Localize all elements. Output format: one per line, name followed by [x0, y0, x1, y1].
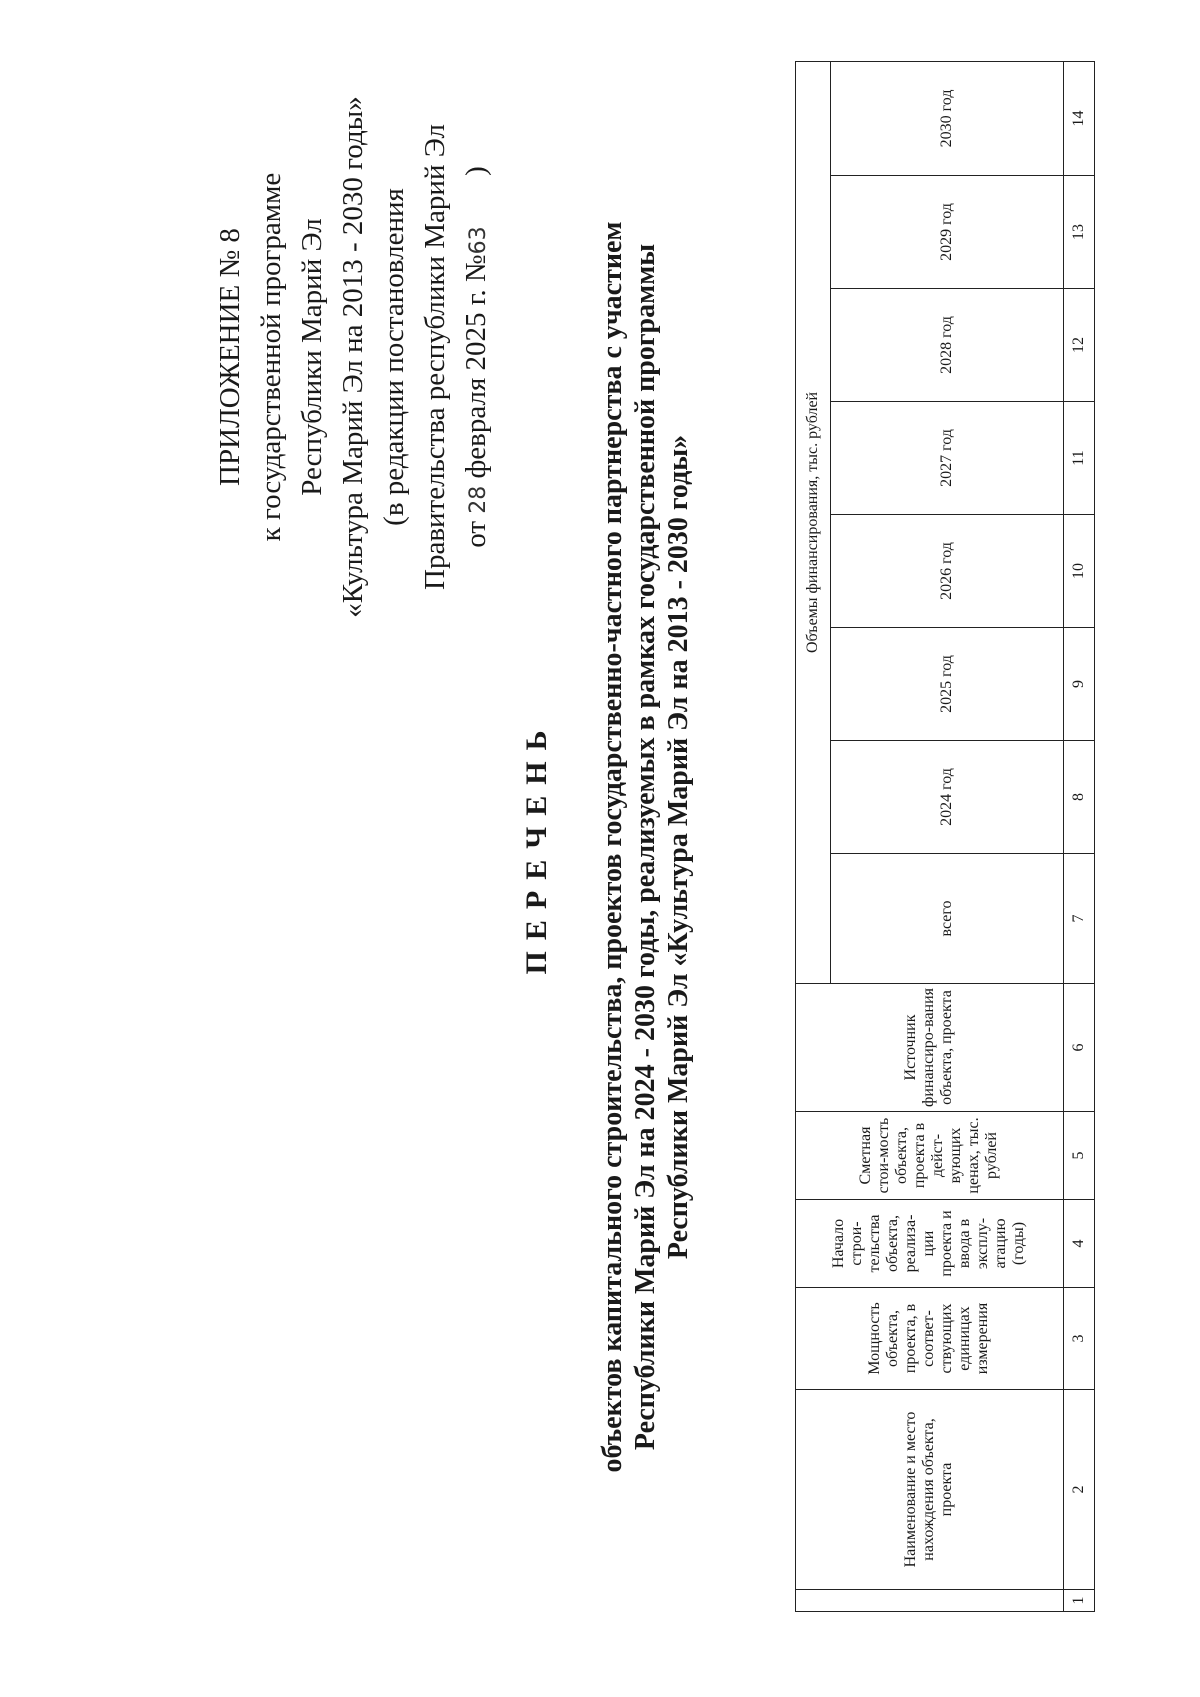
header-year: 2027 год [831, 402, 1064, 515]
title-heading: ПЕРЕЧЕНЬ [520, 719, 553, 975]
title-line: Республики Марий Эл на 2024 - 2030 годы, реализуемых в рамках государственной программы [630, 243, 661, 1451]
header-year: 2030 год [831, 61, 1064, 175]
date-day: 28 [466, 485, 491, 514]
title-line: объектов капитального строительства, проектов государственно-частного партнерства с участием [597, 221, 628, 1473]
header-name: Наименование и место нахождения объекта, проекта [796, 1390, 1064, 1590]
document-title [520, 147, 695, 1547]
appendix-line: к государственной программе [255, 172, 287, 542]
column-number: 2 [1063, 1390, 1094, 1590]
column-number: 12 [1063, 289, 1094, 402]
column-number: 4 [1063, 1200, 1094, 1288]
column-number: 6 [1063, 984, 1094, 1112]
header-year: 2029 год [831, 176, 1064, 289]
column-number: 5 [1063, 1112, 1094, 1200]
header-volumes: Объемы финансирования, тыс. рублей [796, 61, 831, 983]
header-start: Начало строи-тельства объекта, реализа-ции проекта и ввода в эксплу-атацию (годы) [796, 1200, 1064, 1288]
date-rest: февраля 2025 г. № [460, 254, 492, 479]
date-number: 63 [466, 226, 491, 255]
column-number: 11 [1063, 402, 1094, 515]
appendix-line: «Культура Марий Эл на 2013 - 2030 годы» [337, 96, 369, 618]
header-year: 2028 год [831, 289, 1064, 402]
column-number: 1 [1063, 1590, 1094, 1612]
header-year: 2024 год [831, 741, 1064, 854]
projects-table [795, 61, 1095, 1612]
appendix-date [456, 77, 499, 637]
header-source: Источник финансиро-вания объекта, проекта [796, 984, 1064, 1112]
column-number: 3 [1063, 1288, 1094, 1390]
column-numbers-row [1063, 61, 1094, 1611]
column-number: 9 [1063, 628, 1094, 741]
table-header-row [796, 61, 831, 1611]
header-year: 2026 год [831, 515, 1064, 628]
appendix-line: Правительства республики Марий Эл [419, 124, 451, 590]
header-index-cell [796, 1590, 1064, 1612]
date-prefix: от [460, 520, 492, 548]
appendix-line: ПРИЛОЖЕНИЕ № 8 [214, 228, 246, 486]
appendix-line: Республики Марий Эл [296, 218, 328, 496]
header-total: всего [831, 854, 1064, 984]
date-suffix: ) [460, 166, 492, 176]
appendix-block [210, 77, 499, 637]
column-number: 14 [1063, 61, 1094, 175]
appendix-line: (в редакции постановления [378, 188, 410, 526]
column-number: 13 [1063, 176, 1094, 289]
column-number: 10 [1063, 515, 1094, 628]
column-number: 7 [1063, 854, 1094, 984]
header-year: 2025 год [831, 628, 1064, 741]
header-cost: Сметная стои-мость объекта, проекта в дейст-вующих ценах, тыс. рублей [796, 1112, 1064, 1200]
column-number: 8 [1063, 741, 1094, 854]
header-capacity: Мощность объекта, проекта, в соответ-ствующих единицах измерения [796, 1288, 1064, 1390]
title-line: Республики Марий Эл «Культура Марий Эл на 2013 - 2030 годы» [663, 434, 694, 1260]
